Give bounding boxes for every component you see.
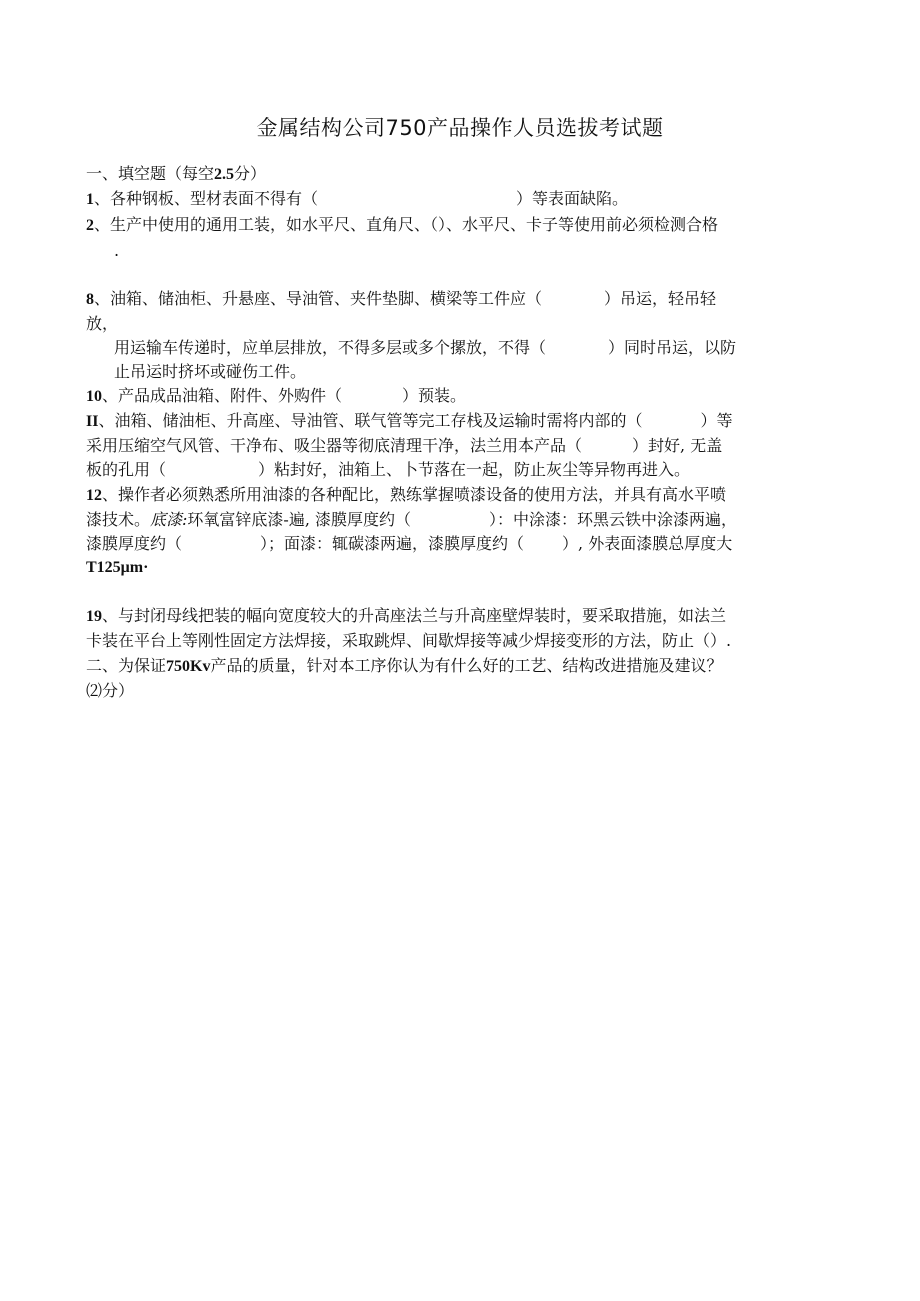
question-number: 2 [86, 217, 94, 234]
question-text: 采用压缩空气风管、干净布、吸尘器等彻底清理干净，法兰用本产品（ [86, 436, 583, 455]
question-text: ）等表面缺陷。 [516, 189, 629, 208]
question-text: ）预装。 [402, 386, 467, 405]
question-12-line-4: T125μm· [86, 559, 149, 576]
question-2 [86, 214, 718, 237]
question-text: ）等 [700, 411, 733, 430]
question-number: 1 [86, 191, 94, 208]
question-text: ）封好, 无盖 [632, 436, 723, 455]
page-title: 金属结构公司750产品操作人员选拔考试题 [256, 116, 664, 140]
question-text: 漆膜厚度约（ [86, 534, 183, 553]
question-text: 、各种钢板、型材表面不得有（ [94, 189, 319, 208]
primer-label: 底漆: [150, 510, 188, 529]
question-text: ）同时吊运，以防 [608, 338, 737, 357]
question-text: 、操作者必须熟悉所用油漆的各种配比，熟练掌握喷漆设备的使用方法，并具有高水平喷 [102, 485, 727, 504]
question-1 [86, 188, 628, 211]
question-2-continuation: . [114, 241, 120, 260]
question-text: ）, 外表面漆膜总厚度大 [562, 534, 733, 553]
question-text: 、与封闭母线把装的幅向宽度较大的升高座法兰与升高座壁焊装时，要采取措施，如法兰 [102, 606, 727, 625]
question-number: 12 [86, 487, 102, 504]
question-text: 、油箱、储油柜、升悬座、导油管、夹件垫脚、横梁等工件应（ [94, 289, 543, 308]
question-11-line-2 [86, 435, 722, 457]
section-1-label: 一、填空题（每空 [86, 164, 215, 183]
question-11 [86, 410, 732, 433]
question-text: ）：中涂漆：环黑云铁中涂漆两遍， [489, 510, 738, 529]
question-text: 用运输车传递时，应单层排放，不得多层或多个摞放，不得（ [114, 338, 547, 357]
section-2-text: 产品的质量，针对本工序你认为有什么好的工艺、结构改进措施及建议？ [210, 656, 723, 675]
question-text: 、生产中使用的通用工装，如水平尺、直角尺、（）、水平尺、卡子等使用前必须检测合格 [94, 215, 719, 234]
question-8-line-4: 止吊运时挤坏或碰伤工件。 [114, 362, 307, 381]
question-text: 、产品成品油箱、附件、外购件（ [102, 386, 343, 405]
section-1-label-end: 分） [234, 164, 267, 183]
question-text: ）粘封好，油箱上、卜节落在一起，防止灰尘等异物再进入。 [258, 460, 691, 479]
question-10 [86, 385, 466, 408]
question-text: 、油箱、储油柜、升高座、导油管、联气管等完工存栈及运输时需将内部的（ [98, 411, 643, 430]
question-text: ）吊运，轻吊轻 [604, 289, 717, 308]
section-2-text: 二、为保证 [86, 656, 167, 675]
question-12-line-2 [86, 509, 737, 531]
section-2-heading [86, 655, 722, 678]
question-number: 19 [86, 608, 102, 625]
question-text: ）；面漆：辄碳漆两遍，漆膜厚度约（ [260, 534, 525, 553]
section-2-score: ⑵分） [86, 681, 135, 700]
question-8-line-2: 放， [86, 314, 119, 333]
question-11-line-3 [86, 459, 690, 481]
question-text: 板的孔用（ [86, 460, 167, 479]
section-1-score: 2.5 [214, 166, 235, 183]
question-text: 环氧富锌底漆-遍, 漆膜厚度约（ [187, 510, 412, 529]
question-number: 10 [86, 388, 102, 405]
question-number: 8 [86, 291, 94, 308]
question-19-line-2: 卡装在平台上等刚性固定方法焊接，采取跳焊、间歇焊接等减少焊接变形的方法，防止（）. [86, 631, 732, 650]
question-8-line-3 [114, 337, 736, 359]
section-1-heading [86, 163, 266, 186]
question-number: II [86, 413, 99, 430]
question-19 [86, 605, 726, 628]
question-12-line-3 [86, 533, 732, 555]
question-8 [86, 288, 716, 311]
section-2-voltage: 750Kv [166, 658, 211, 675]
question-text: 漆技术。 [86, 510, 151, 529]
question-12 [86, 484, 726, 507]
